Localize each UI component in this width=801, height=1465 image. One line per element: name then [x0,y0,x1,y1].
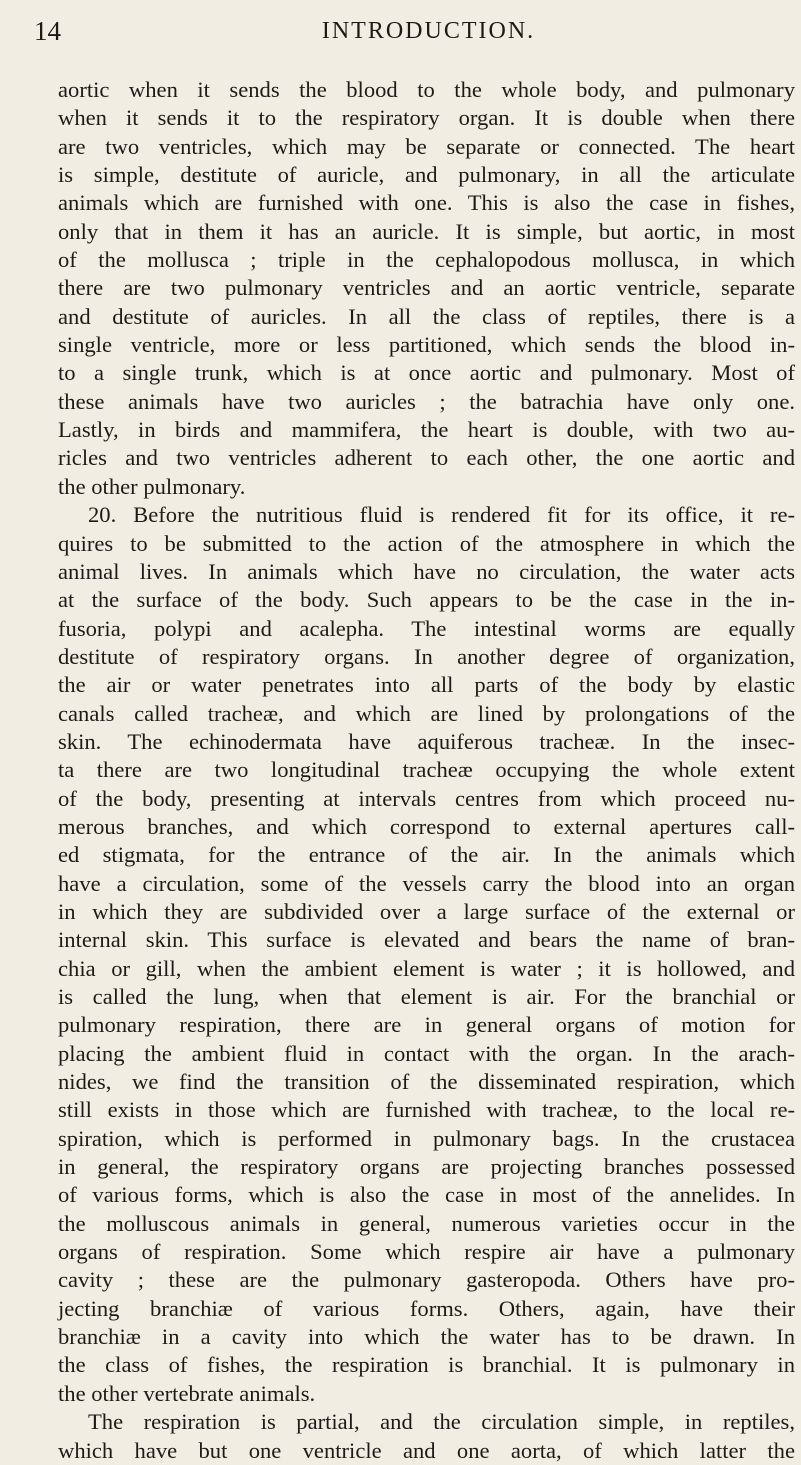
text-line: the air or water penetrates into all parts of the body by elastic [58,672,795,698]
text-line: pulmonary respiration, there are in general organs of motion for [58,1012,795,1038]
text-line: have a circulation, some of the vessels carry the blood into an organ [58,870,795,896]
text-line: aortic when it sends the blood to the whole body, and pulmonary [58,77,795,102]
text-line: Lastly, in birds and mammifera, the heart is double, with two au- [58,417,795,443]
text-line: spiration, which is performed in pulmonary bags. In the crustacea [58,1125,795,1151]
text-line: skin. The echinodermata have aquiferous tracheæ. In the insec- [58,728,795,754]
text-line: are two ventricles, which may be separate or connected. The heart [58,133,795,159]
text-line: is called the lung, when that element is air. For the branchial or [58,984,795,1009]
text-line: these animals have two auricles ; the batrachia have only one. [58,388,795,414]
text-line: and destitute of auricles. In all the class of reptiles, there is a [58,303,795,329]
text-line: cavity ; these are the pulmonary gasteropoda. Others have pro- [58,1267,795,1293]
text-line: in which they are subdivided over a large surface of the external or [58,898,795,924]
text-line: when it sends it to the respiratory organ. It is double when there [58,105,795,131]
text-line: the other vertebrate animals. [58,1380,316,1406]
text-line: merous branches, and which correspond to external apertures call- [58,813,795,839]
text-line: chia or gill, when the ambient element is water ; it is hollowed, and [58,955,795,981]
text-line: ed stigmata, for the entrance of the air. In the animals which [58,842,795,868]
text-line: animals which are furnished with one. This is also the case in fishes, [58,190,795,216]
text-line: which have but one ventricle and one aorta, of which latter the [58,1437,795,1463]
text-line: organs of respiration. Some which respire air have a pulmonary [58,1239,795,1265]
text-line: ta there are two longitudinal tracheæ occupying the whole extent [58,757,795,783]
text-line: only that in them it has an auricle. It is simple, but aortic, in most [58,218,795,244]
text-line: nides, we find the transition of the disseminated respiration, which [58,1069,795,1095]
text-line: there are two pulmonary ventricles and an aortic ventricle, separate [58,275,795,301]
text-line: of the mollusca ; triple in the cephalopodous mollusca, in which [58,247,795,273]
text-line: of various forms, which is also the case in most of the annelides. In [58,1182,795,1208]
text-line: branchiæ in a cavity into which the water has to be drawn. In [58,1324,795,1350]
running-title: INTRODUCTION. [321,18,536,44]
text-line: the other pulmonary. [58,473,246,499]
body-text [58,76,801,1465]
text-line: is simple, destitute of auricle, and pulmonary, in all the articulate [58,162,795,188]
text-line: still exists in those which are furnished with tracheæ, to the local re- [58,1097,795,1123]
running-head [34,12,783,52]
text-line: at the surface of the body. Such appears to be the case in the in- [58,587,795,613]
text-line: fusoria, polypi and acalepha. The intestinal worms are equally [58,615,795,641]
text-line: to a single trunk, which is at once aortic and pulmonary. Most of [58,360,795,386]
text-line: of the body, presenting at intervals centres from which proceed nu- [58,785,795,811]
text-line: placing the ambient fluid in contact with the organ. In the arach- [58,1040,795,1066]
text-line: single ventricle, more or less partitioned, which sends the blood in- [58,332,795,358]
text-line: in general, the respiratory organs are projecting branches possessed [58,1154,795,1180]
text-line: 20. Before the nutritious fluid is rendered fit for its office, it re- [88,502,795,528]
text-line: quires to be submitted to the action of the atmosphere in which the [58,530,795,556]
text-line: the molluscous animals in general, numerous varieties occur in the [58,1210,795,1236]
text-line: ricles and two ventricles adherent to each other, the one aortic and [58,445,795,471]
text-line: animal lives. In animals which have no circulation, the water acts [58,558,795,584]
text-line: internal skin. This surface is elevated and bears the name of bran- [58,927,795,953]
text-line: canals called tracheæ, and which are lined by prolongations of the [58,700,795,726]
text-line: the class of fishes, the respiration is branchial. It is pulmonary in [58,1352,795,1378]
text-line: The respiration is partial, and the circulation simple, in reptiles, [88,1409,795,1435]
text-line: jecting branchiæ of various forms. Others, again, have their [58,1295,795,1321]
text-line: destitute of respiratory organs. In another degree of organization, [58,643,795,669]
page-number: 14 [34,16,61,46]
